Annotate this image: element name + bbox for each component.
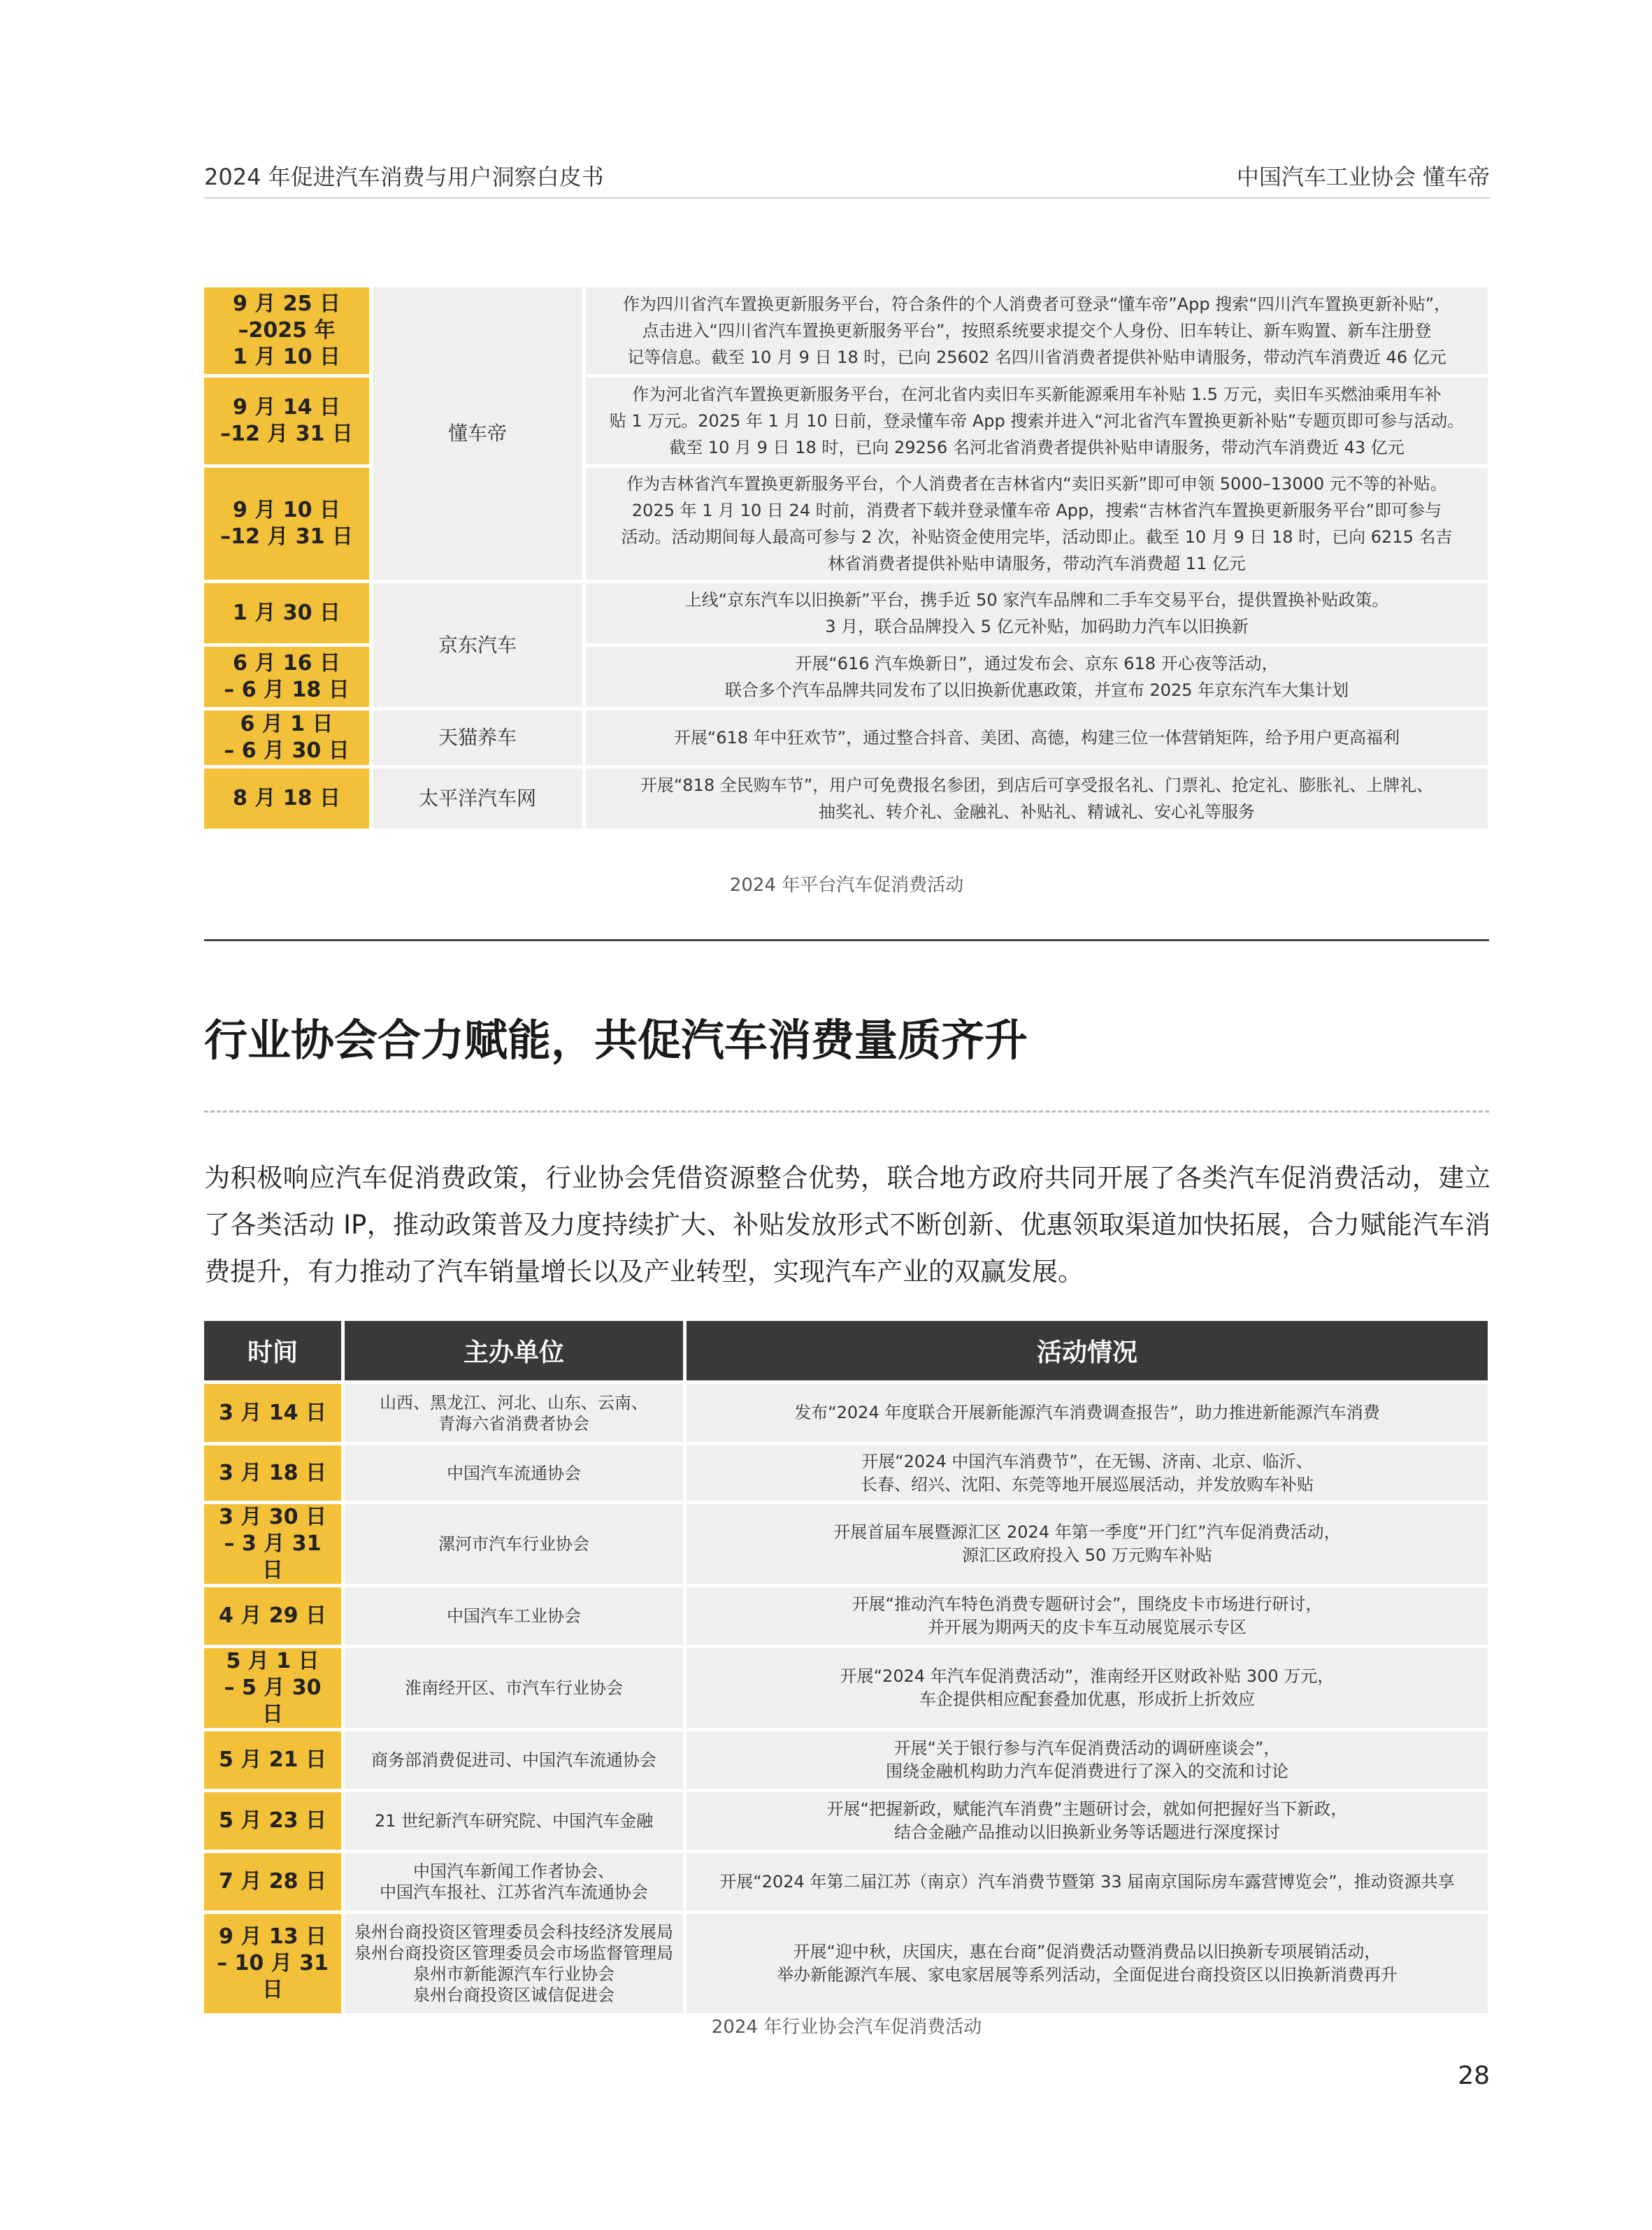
date-line: – 10 月 31 日: [217, 1951, 329, 2002]
organizer-line: 青海六省消费者协会: [438, 1413, 589, 1434]
date-line: 5 月 21 日: [219, 1747, 326, 1772]
activity-line: 记等信息。截至 10 月 9 日 18 时，已向 25602 名四川省消费者提供补贴申请服务，带动汽车消费近 46 亿元: [627, 348, 1446, 367]
header-divider: [204, 197, 1490, 199]
activity-line: 开展“2024 中国汽车消费节”，在无锡、济南、北京、临沂、: [861, 1451, 1313, 1471]
date-line: 7 月 28 日: [219, 1869, 326, 1894]
table-cell-activity: [586, 583, 1488, 643]
activity-line: 围绕金融机构助力汽车促消费进行了深入的交流和讨论: [886, 1761, 1288, 1781]
column-header-time: 时间: [204, 1321, 341, 1380]
date-line: – 5 月 30 日: [224, 1675, 322, 1727]
table-cell-organizer: [345, 1853, 683, 1910]
table-cell-date: [204, 1853, 341, 1910]
organizer-line: 淮南经开区、市汽车行业协会: [405, 1678, 623, 1698]
activity-line: 并开展为期两天的皮卡车互动展览展示专区: [928, 1617, 1247, 1637]
column-header-organizer: 主办单位: [345, 1321, 683, 1380]
activity-line: 开展“818 全民购车节”，用户可免费报名参团，到店后可享受报名礼、门票礼、抢定礼、膨胀礼、上牌礼、: [640, 776, 1434, 795]
activity-line: 开展“2024 年汽车促消费活动”，淮南经开区财政补贴 300 万元，: [840, 1666, 1335, 1686]
table-cell-activity: [586, 647, 1488, 707]
table-cell-date: [204, 1914, 341, 2013]
table-cell-activity: [687, 1587, 1488, 1645]
table-caption: 2024 年行业协会汽车促消费活动: [711, 2017, 982, 2038]
activity-line: 活动。活动期间每人最高可参与 2 次，补贴资金使用完毕，活动即止。截至 10 月 9 日 18 时，已向 6215 名吉: [621, 527, 1453, 547]
table-cell-activity: [687, 1648, 1488, 1728]
table-cell-organizer: [345, 1587, 683, 1645]
organizer-line: 泉州台商投资区管理委员会市场监督管理局: [354, 1943, 673, 1963]
table-cell-organizer: 京东汽车: [373, 583, 582, 707]
date-line: –2025 年: [238, 318, 336, 343]
activity-line: 发布“2024 年度联合开展新能源汽车消费调查报告”，助力推进新能源汽车消费: [794, 1403, 1380, 1422]
table-cell-activity: [586, 769, 1488, 829]
activity-line: 开展“推动汽车特色消费专题研讨会”，围绕皮卡市场进行研讨，: [852, 1594, 1323, 1614]
section-divider: [204, 939, 1489, 941]
table-cell-organizer: [345, 1731, 683, 1789]
organizer-line: 中国汽车报社、江苏省汽车流通协会: [380, 1882, 648, 1902]
table-cell-organizer: [345, 1384, 683, 1442]
table-cell-date: [204, 468, 369, 580]
date-line: 9 月 10 日: [233, 498, 340, 522]
activity-line: 贴 1 万元。2025 年 1 月 10 日前，登录懂车帝 App 搜索并进入“河北省汽车置换更新补贴”专题页即可参与活动。: [609, 411, 1465, 431]
table-cell-date: [204, 647, 369, 707]
date-line: – 6 月 30 日: [224, 738, 350, 763]
running-header-publishers: 中国汽车工业协会 懂车帝: [1236, 164, 1490, 190]
table-cell-date: [204, 1731, 341, 1789]
activity-line: 抽奖礼、转介礼、金融礼、补贴礼、精诚礼、安心礼等服务: [819, 802, 1255, 822]
activity-line: 车企提供相应配套叠加优惠，形成折上折效应: [919, 1689, 1255, 1709]
activity-line: 点击进入“四川省汽车置换更新服务平台”，按照系统要求提交个人身份、旧车转让、新车购置、新车注册登: [642, 321, 1432, 341]
table-cell-date: [204, 1648, 341, 1728]
date-line: 1 月 10 日: [233, 345, 340, 369]
organizer-line: 中国汽车流通协会: [447, 1463, 581, 1483]
activity-line: 开展“把握新政，赋能汽车消费”主题研讨会，就如何把握好当下新政，: [826, 1799, 1348, 1819]
table-cell-activity: [687, 1731, 1488, 1789]
activity-line: 上线“京东汽车以旧换新”平台，携手近 50 家汽车品牌和二手车交易平台，提供置换补贴政策。: [684, 590, 1389, 610]
organizer-line: 泉州市新能源汽车行业协会: [413, 1964, 615, 1984]
activity-line: 长春、绍兴、沈阳、东莞等地开展巡展活动，并发放购车补贴: [861, 1474, 1314, 1494]
table-cell-date: [204, 583, 369, 643]
date-line: 3 月 18 日: [219, 1460, 326, 1485]
table-cell-organizer: [345, 1504, 683, 1584]
table-cell-activity: [687, 1445, 1488, 1501]
table-cell-date: [204, 710, 369, 765]
table-cell-date: [204, 287, 369, 374]
organizer-line: 中国汽车新闻工作者协会、: [413, 1861, 615, 1881]
table-cell-organizer: [345, 1648, 683, 1728]
date-line: 9 月 14 日: [233, 395, 340, 420]
section-title: 行业协会合力赋能，共促汽车消费量质齐升: [204, 1015, 1028, 1066]
table-cell-organizer: 太平洋汽车网: [373, 769, 582, 829]
date-line: 9 月 13 日: [219, 1924, 326, 1949]
table-cell-activity: [687, 1792, 1488, 1850]
activity-line: 2025 年 1 月 10 日 24 时前，消费者下载并登录懂车帝 App，搜索“吉林省汽车置换更新服务平台”即可参与: [631, 501, 1442, 520]
table-cell-organizer: [345, 1445, 683, 1501]
table-cell-activity: [586, 378, 1488, 464]
table-cell-date: [204, 1792, 341, 1850]
date-line: –12 月 31 日: [220, 524, 353, 549]
activity-line: 开展“关于银行参与汽车促消费活动的调研座谈会”，: [893, 1738, 1281, 1758]
activity-line: 3 月，联合品牌投入 5 亿元补贴，加码助力汽车以旧换新: [825, 617, 1249, 636]
date-line: – 3 月 31 日: [224, 1531, 322, 1582]
table-cell-activity: [586, 468, 1488, 580]
table-cell-activity: [687, 1384, 1488, 1442]
table-cell-organizer: [345, 1914, 683, 2013]
date-line: –12 月 31 日: [220, 422, 353, 446]
date-line: 8 月 18 日: [233, 786, 340, 810]
organizer-line: 漯河市汽车行业协会: [438, 1534, 589, 1554]
association-activities-table: [201, 1317, 1491, 2017]
date-line: 5 月 23 日: [219, 1808, 326, 1833]
page-number: 28: [1458, 2061, 1490, 2090]
running-header-title: 2024 年促进汽车消费与用户洞察白皮书: [204, 164, 604, 190]
date-line: 4 月 29 日: [219, 1603, 326, 1628]
activity-line: 作为河北省汽车置换更新服务平台，在河北省内卖旧车买新能源乘用车补贴 1.5 万元，卖旧车买燃油乘用车补: [632, 385, 1442, 404]
table-cell-organizer: 天猫养车: [373, 710, 582, 765]
date-line: – 6 月 18 日: [224, 678, 350, 702]
table-cell-date: [204, 1587, 341, 1645]
column-header-activity: 活动情况: [687, 1321, 1488, 1380]
table-cell-activity: [687, 1914, 1488, 2013]
activity-line: 举办新能源汽车展、家电家居展等系列活动，全面促进台商投资区以旧换新消费再升: [777, 1965, 1398, 1985]
activity-line: 作为吉林省汽车置换更新服务平台，个人消费者在吉林省内“卖旧买新”即可申领 5000–13000 元不等的补贴。: [626, 474, 1447, 494]
table-cell-date: [204, 1384, 341, 1442]
table-cell-date: [204, 1445, 341, 1501]
intro-paragraph: 为积极响应汽车促消费政策，行业协会凭借资源整合优势，联合地方政府共同开展了各类汽车促消费活动，建立了各类活动 IP，推动政策普及力度持续扩大、补贴发放形式不断创新、优惠领取渠道加快拓展，合力赋能汽车消费提升，有力推动了汽车销量增长以及产业转型，实现汽车产业的双赢发展。: [204, 1163, 1491, 1287]
date-line: 6 月 1 日: [240, 712, 333, 736]
date-line: 6 月 16 日: [233, 651, 340, 676]
activity-line: 开展“616 汽车焕新日”，通过发布会、京东 618 开心夜等活动，: [795, 654, 1279, 673]
activity-line: 作为四川省汽车置换更新服务平台，符合条件的个人消费者可登录“懂车帝”App 搜索“四川汽车置换更新补贴”，: [622, 294, 1451, 314]
table-cell-organizer: [345, 1792, 683, 1850]
table-cell-date: [204, 769, 369, 829]
date-line: 3 月 30 日: [219, 1505, 326, 1529]
organizer-line: 21 世纪新汽车研究院、中国汽车金融: [374, 1811, 654, 1831]
table-cell-activity: [586, 287, 1488, 374]
activity-line: 截至 10 月 9 日 18 时，已向 29256 名河北省消费者提供补贴申请服务，带动汽车消费近 43 亿元: [669, 438, 1405, 457]
date-line: 3 月 14 日: [219, 1400, 326, 1425]
activity-line: 开展“2024 年第二届江苏（南京）汽车消费节暨第 33 届南京国际房车露营博览会”，推动资源共享: [719, 1871, 1455, 1892]
organizer-line: 泉州台商投资区诚信促进会: [413, 1985, 615, 2005]
date-line: 5 月 1 日: [226, 1649, 319, 1673]
activity-line: 开展“618 年中狂欢节”，通过整合抖音、美团、高德，构建三位一体营销矩阵，给予用户更高福利: [673, 728, 1400, 748]
activity-line: 开展首届车展暨源汇区 2024 年第一季度“开门红”汽车促消费活动，: [833, 1522, 1341, 1542]
table-caption: 2024 年平台汽车促消费活动: [729, 875, 964, 896]
table-cell-activity: [687, 1853, 1488, 1910]
date-line: 1 月 30 日: [233, 601, 340, 625]
activity-line: 联合多个汽车品牌共同发布了以旧换新优惠政策，并宣布 2025 年京东汽车大集计划: [724, 680, 1349, 700]
dashed-divider: [204, 1110, 1489, 1113]
activity-line: 结合金融产品推动以旧换新业务等话题进行深度探讨: [894, 1822, 1280, 1842]
organizer-line: 泉州台商投资区管理委员会科技经济发展局: [354, 1922, 673, 1942]
organizer-line: 商务部消费促进司、中国汽车流通协会: [371, 1750, 656, 1770]
activity-line: 林省消费者提供补贴申请服务，带动汽车消费超 11 亿元: [828, 554, 1246, 573]
table-cell-activity: [586, 710, 1488, 765]
table-cell-activity: [687, 1504, 1488, 1584]
platform-activities-table: [201, 284, 1491, 832]
organizer-line: 中国汽车工业协会: [447, 1606, 581, 1626]
activity-line: 源汇区政府投入 50 万元购车补贴: [962, 1545, 1212, 1565]
table-cell-organizer: 懂车帝: [373, 287, 582, 580]
table-cell-date: [204, 1504, 341, 1584]
organizer-line: 山西、黑龙江、河北、山东、云南、: [380, 1392, 648, 1413]
table-cell-date: [204, 378, 369, 464]
date-line: 9 月 25 日: [233, 292, 340, 316]
activity-line: 开展“迎中秋，庆国庆，惠在台商”促消费活动暨消费品以旧换新专项展销活动，: [793, 1942, 1381, 1961]
